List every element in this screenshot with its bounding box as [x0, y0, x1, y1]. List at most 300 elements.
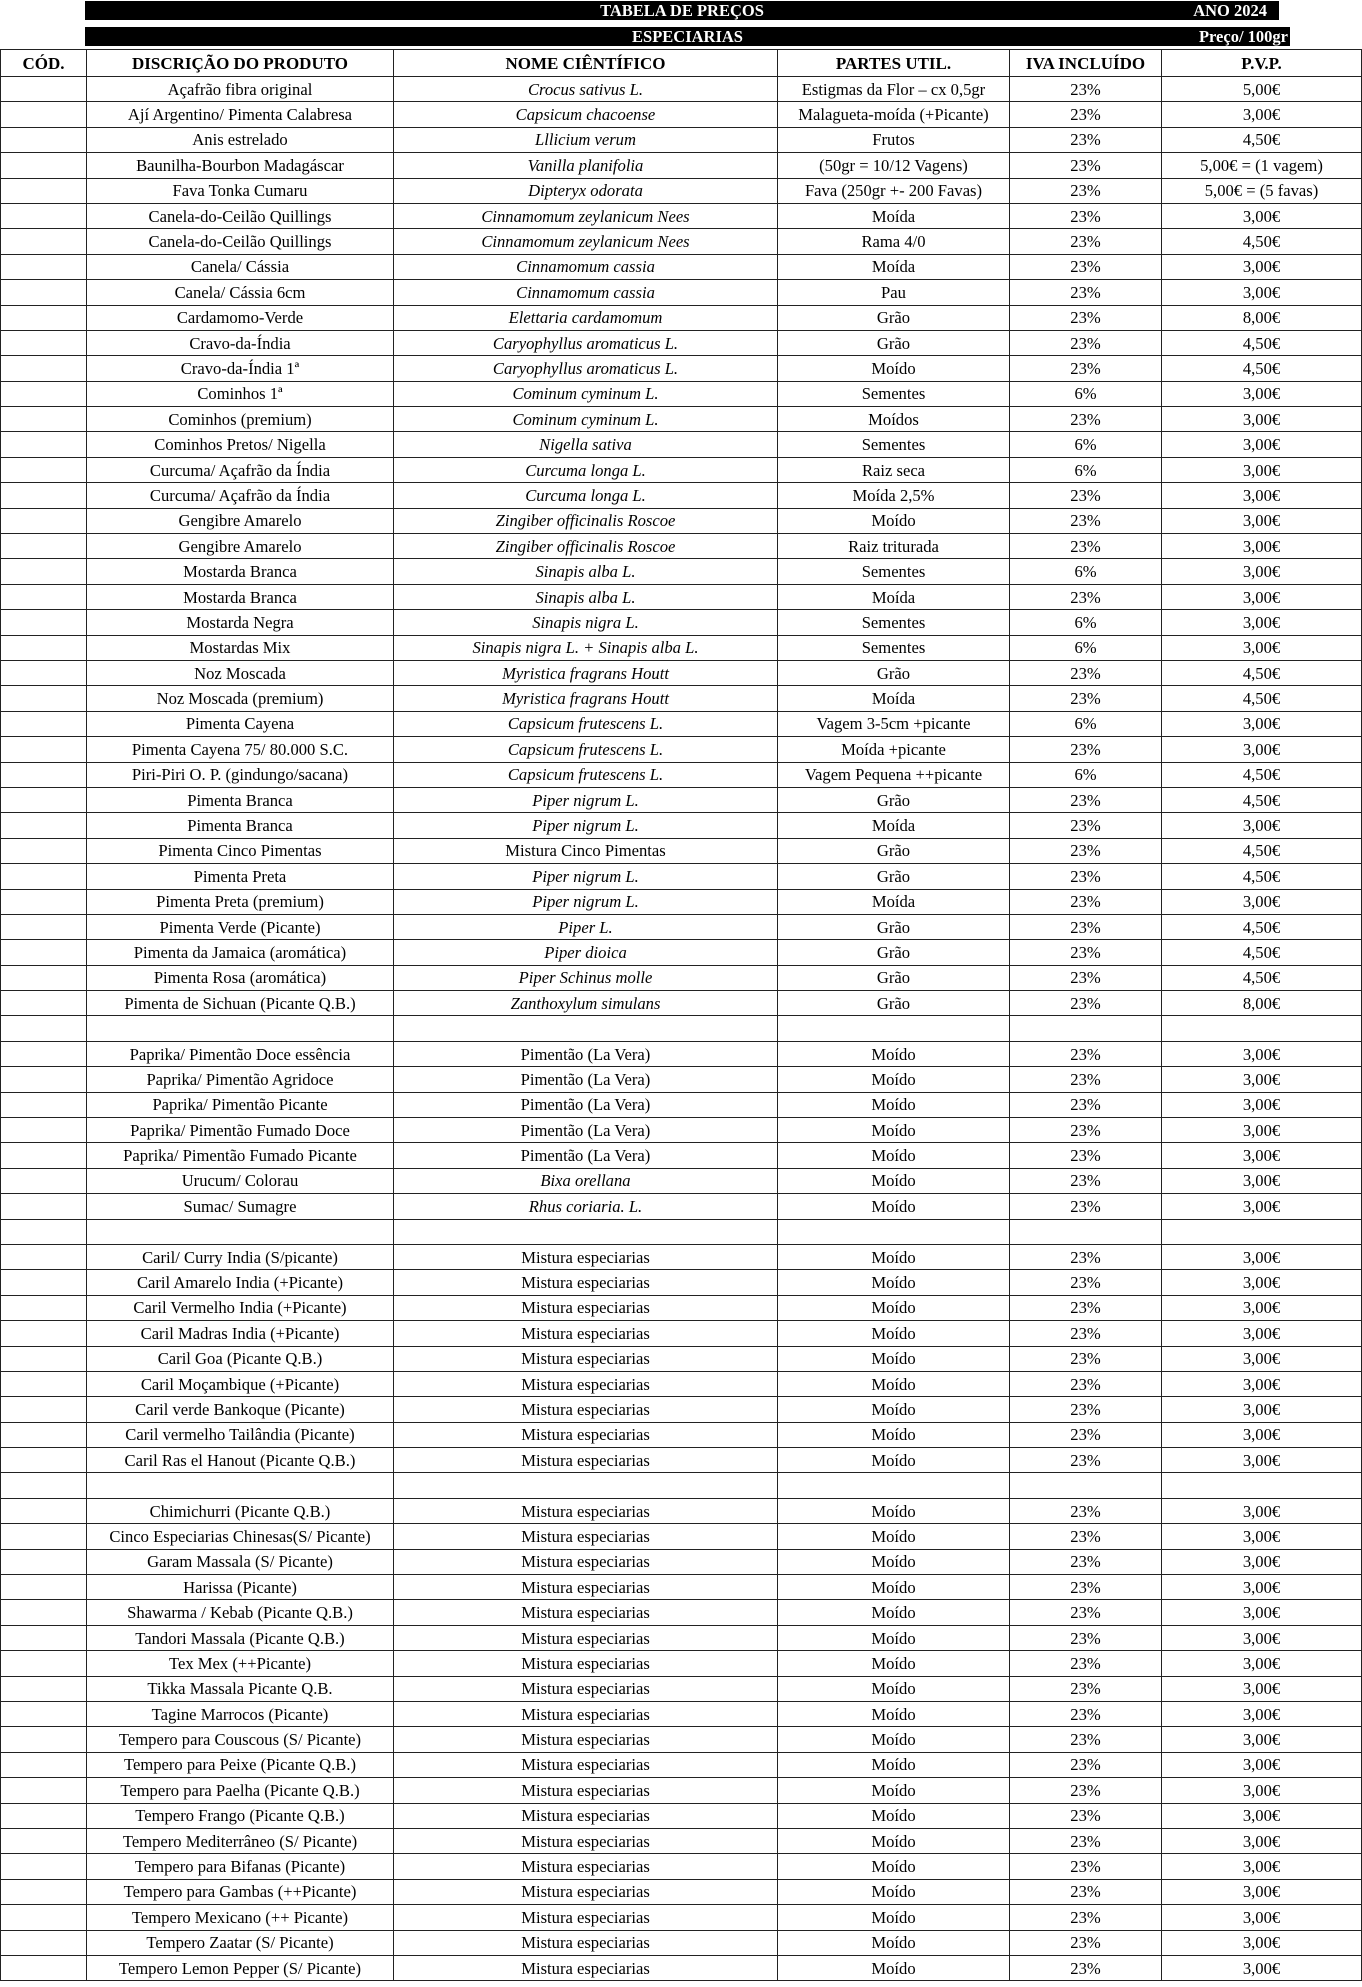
cell-code [1, 1778, 87, 1803]
cell-vat: 23% [1010, 1143, 1162, 1168]
cell-price: 3,00€ [1162, 1676, 1362, 1701]
cell-vat: 23% [1010, 178, 1162, 203]
cell-price: 4,50€ [1162, 762, 1362, 787]
cell-code [1, 1930, 87, 1955]
cell-parts: Moído [778, 1651, 1010, 1676]
cell-parts: Moído [778, 1625, 1010, 1650]
cell-code [1, 559, 87, 584]
cell-parts: Moído [778, 1422, 1010, 1447]
table-row [1, 178, 1362, 203]
cell-parts: Malagueta-moída (+Picante) [778, 102, 1010, 127]
cell-code [1, 1905, 87, 1930]
cell-description: Mostarda Branca [87, 559, 394, 584]
cell-code [1, 1854, 87, 1879]
cell-description: Caril Amarelo India (+Picante) [87, 1270, 394, 1295]
cell-description: Pimenta Cayena 75/ 80.000 S.C. [87, 737, 394, 762]
cell-parts: Moída +picante [778, 737, 1010, 762]
cell-vat: 6% [1010, 559, 1162, 584]
table-row [1, 737, 1362, 762]
cell-price: 3,00€ [1162, 1168, 1362, 1193]
cell-description: Tempero Lemon Pepper (S/ Picante) [87, 1955, 394, 1980]
cell-scientific-name: Lllicium verum [394, 127, 778, 152]
cell-vat: 23% [1010, 1905, 1162, 1930]
column-header-parts: PARTES UTIL. [778, 50, 1010, 77]
cell-parts: Moída [778, 889, 1010, 914]
cell-parts: Moído [778, 1143, 1010, 1168]
cell-price: 3,00€ [1162, 1244, 1362, 1269]
table-row [1, 559, 1362, 584]
cell-description: Pimenta Branca [87, 813, 394, 838]
cell-price: 3,00€ [1162, 635, 1362, 660]
cell-description: Anis estrelado [87, 127, 394, 152]
cell-description: Fava Tonka Cumaru [87, 178, 394, 203]
cell-code [1, 330, 87, 355]
cell-scientific-name: Mistura especiarias [394, 1625, 778, 1650]
cell-code [1, 1270, 87, 1295]
cell-vat: 23% [1010, 965, 1162, 990]
cell-description: Gengibre Amarelo [87, 534, 394, 559]
cell-code [1, 610, 87, 635]
cell-code [1, 1524, 87, 1549]
cell-parts: Moído [778, 1397, 1010, 1422]
table-row [1, 381, 1362, 406]
cell-price: 3,00€ [1162, 1498, 1362, 1523]
table-row [1, 203, 1362, 228]
cell-vat: 23% [1010, 660, 1162, 685]
cell-price: 3,00€ [1162, 1422, 1362, 1447]
cell-price: 3,00€ [1162, 457, 1362, 482]
cell-price: 3,00€ [1162, 1752, 1362, 1777]
table-row [1, 1727, 1362, 1752]
cell-parts: Vagem 3-5cm +picante [778, 711, 1010, 736]
cell-code [1, 686, 87, 711]
column-header-price: P.V.P. [1162, 50, 1362, 77]
table-body [1, 77, 1362, 1981]
cell-scientific-name: Mistura especiarias [394, 1422, 778, 1447]
cell-price: 4,50€ [1162, 356, 1362, 381]
cell-description: Cravo-da-Índia [87, 330, 394, 355]
cell-vat: 23% [1010, 254, 1162, 279]
cell-price: 3,00€ [1162, 381, 1362, 406]
cell-code [1, 305, 87, 330]
cell-vat: 23% [1010, 1575, 1162, 1600]
cell-code [1, 1448, 87, 1473]
cell-vat: 23% [1010, 813, 1162, 838]
cell-scientific-name: Piper nigrum L. [394, 813, 778, 838]
table-row [1, 483, 1362, 508]
cell-description: Tempero Mexicano (++ Picante) [87, 1905, 394, 1930]
table-row [1, 457, 1362, 482]
cell-vat: 23% [1010, 1448, 1162, 1473]
table-row [1, 1651, 1362, 1676]
cell-price: 3,00€ [1162, 102, 1362, 127]
cell-parts: Moído [778, 1244, 1010, 1269]
cell-vat: 23% [1010, 1168, 1162, 1193]
cell-code [1, 254, 87, 279]
table-row [1, 1600, 1362, 1625]
cell-description: Tagine Marrocos (Picante) [87, 1702, 394, 1727]
cell-scientific-name: Pimentão (La Vera) [394, 1143, 778, 1168]
table-row [1, 610, 1362, 635]
cell-price: 3,00€ [1162, 610, 1362, 635]
cell-price: 3,00€ [1162, 508, 1362, 533]
cell-code [1, 1676, 87, 1701]
cell-scientific-name [394, 1473, 778, 1498]
table-row [1, 940, 1362, 965]
table-row [1, 1778, 1362, 1803]
cell-code [1, 1600, 87, 1625]
cell-parts: Raiz triturada [778, 534, 1010, 559]
cell-parts: Moído [778, 1524, 1010, 1549]
table-row [1, 1625, 1362, 1650]
table-row [1, 660, 1362, 685]
cell-vat: 23% [1010, 203, 1162, 228]
cell-parts: Moído [778, 1295, 1010, 1320]
cell-vat: 23% [1010, 1270, 1162, 1295]
cell-price: 3,00€ [1162, 1067, 1362, 1092]
cell-parts: Moído [778, 1828, 1010, 1853]
cell-parts: Moído [778, 1600, 1010, 1625]
cell-parts: Moído [778, 1702, 1010, 1727]
cell-description: Tempero para Bifanas (Picante) [87, 1854, 394, 1879]
cell-scientific-name: Cinnamomum cassia [394, 280, 778, 305]
cell-code [1, 1067, 87, 1092]
cell-price: 3,00€ [1162, 813, 1362, 838]
cell-vat: 23% [1010, 305, 1162, 330]
cell-description: Cardamomo-Verde [87, 305, 394, 330]
table-row [1, 914, 1362, 939]
cell-price: 3,00€ [1162, 1702, 1362, 1727]
cell-vat: 23% [1010, 330, 1162, 355]
cell-vat: 23% [1010, 1397, 1162, 1422]
price-table [0, 49, 1362, 1981]
cell-parts: Moído [778, 1955, 1010, 1980]
cell-scientific-name: Capsicum frutescens L. [394, 762, 778, 787]
cell-code [1, 1575, 87, 1600]
cell-description: Pimenta Cayena [87, 711, 394, 736]
cell-description: Tempero Frango (Picante Q.B.) [87, 1803, 394, 1828]
cell-vat: 23% [1010, 889, 1162, 914]
table-row [1, 1955, 1362, 1980]
cell-code [1, 203, 87, 228]
cell-description: Cominhos (premium) [87, 407, 394, 432]
cell-description: Caril verde Bankoque (Picante) [87, 1397, 394, 1422]
cell-vat [1010, 1219, 1162, 1244]
cell-scientific-name: Pimentão (La Vera) [394, 1092, 778, 1117]
table-row [1, 254, 1362, 279]
table-row [1, 1041, 1362, 1066]
cell-description: Paprika/ Pimentão Agridoce [87, 1067, 394, 1092]
cell-description: Paprika/ Pimentão Fumado Doce [87, 1118, 394, 1143]
cell-description: Pimenta Cinco Pimentas [87, 838, 394, 863]
cell-parts: Moído [778, 1371, 1010, 1396]
cell-vat: 23% [1010, 1625, 1162, 1650]
table-row [1, 1473, 1362, 1498]
table-row [1, 889, 1362, 914]
cell-vat: 23% [1010, 102, 1162, 127]
cell-scientific-name: Mistura especiarias [394, 1854, 778, 1879]
cell-code [1, 1041, 87, 1066]
cell-description: Tikka Massala Picante Q.B. [87, 1676, 394, 1701]
column-header-vat: IVA INCLUÍDO [1010, 50, 1162, 77]
cell-description: Caril Goa (Picante Q.B.) [87, 1346, 394, 1371]
cell-code [1, 1143, 87, 1168]
cell-description: Pimenta Branca [87, 787, 394, 812]
cell-vat: 23% [1010, 534, 1162, 559]
cell-scientific-name: Crocus sativus L. [394, 77, 778, 102]
cell-code [1, 1473, 87, 1498]
cell-code [1, 991, 87, 1016]
cell-scientific-name: Mistura especiarias [394, 1930, 778, 1955]
table-row [1, 1295, 1362, 1320]
cell-parts: Moída 2,5% [778, 483, 1010, 508]
cell-vat: 23% [1010, 1422, 1162, 1447]
cell-description: Shawarma / Kebab (Picante Q.B.) [87, 1600, 394, 1625]
cell-code [1, 1118, 87, 1143]
cell-code [1, 1397, 87, 1422]
cell-price: 3,00€ [1162, 254, 1362, 279]
cell-description: Caril/ Curry India (S/picante) [87, 1244, 394, 1269]
cell-description: Ají Argentino/ Pimenta Calabresa [87, 102, 394, 127]
cell-price: 5,00€ = (5 favas) [1162, 178, 1362, 203]
cell-parts: Grão [778, 305, 1010, 330]
table-row [1, 1092, 1362, 1117]
cell-price: 4,50€ [1162, 686, 1362, 711]
cell-parts: (50gr = 10/12 Vagens) [778, 153, 1010, 178]
cell-code [1, 787, 87, 812]
cell-vat: 23% [1010, 1092, 1162, 1117]
cell-price: 4,50€ [1162, 330, 1362, 355]
cell-scientific-name: Mistura especiarias [394, 1244, 778, 1269]
cell-scientific-name: Mistura especiarias [394, 1549, 778, 1574]
cell-vat: 6% [1010, 762, 1162, 787]
cell-price: 3,00€ [1162, 889, 1362, 914]
table-row [1, 305, 1362, 330]
cell-price: 3,00€ [1162, 534, 1362, 559]
cell-price: 3,00€ [1162, 1346, 1362, 1371]
cell-scientific-name: Capsicum chacoense [394, 102, 778, 127]
cell-description: Tempero para Paelha (Picante Q.B.) [87, 1778, 394, 1803]
cell-price: 3,00€ [1162, 1270, 1362, 1295]
cell-price: 3,00€ [1162, 1625, 1362, 1650]
cell-scientific-name: Pimentão (La Vera) [394, 1118, 778, 1143]
cell-vat: 23% [1010, 1752, 1162, 1777]
cell-description: Canela/ Cássia 6cm [87, 280, 394, 305]
table-row [1, 1905, 1362, 1930]
cell-description [87, 1016, 394, 1041]
cell-description: Tandori Massala (Picante Q.B.) [87, 1625, 394, 1650]
table-row [1, 280, 1362, 305]
column-header-description: DISCRIÇÃO DO PRODUTO [87, 50, 394, 77]
cell-vat: 23% [1010, 686, 1162, 711]
cell-code [1, 635, 87, 660]
cell-price: 3,00€ [1162, 1879, 1362, 1904]
cell-price: 3,00€ [1162, 1118, 1362, 1143]
cell-price: 3,00€ [1162, 1955, 1362, 1980]
cell-description: Pimenta Preta (premium) [87, 889, 394, 914]
cell-parts: Moída [778, 254, 1010, 279]
cell-parts: Moído [778, 1321, 1010, 1346]
cell-code [1, 711, 87, 736]
cell-vat: 23% [1010, 77, 1162, 102]
cell-description: Pimenta de Sichuan (Picante Q.B.) [87, 991, 394, 1016]
cell-description: Cominhos Pretos/ Nigella [87, 432, 394, 457]
cell-code [1, 534, 87, 559]
cell-price: 4,50€ [1162, 965, 1362, 990]
header-row [1, 50, 1362, 77]
cell-code [1, 838, 87, 863]
cell-parts: Vagem Pequena ++picante [778, 762, 1010, 787]
cell-scientific-name: Capsicum frutescens L. [394, 711, 778, 736]
cell-scientific-name: Mistura especiarias [394, 1676, 778, 1701]
cell-code [1, 1092, 87, 1117]
cell-scientific-name: Mistura especiarias [394, 1346, 778, 1371]
table-row [1, 330, 1362, 355]
cell-code [1, 77, 87, 102]
cell-price: 3,00€ [1162, 1143, 1362, 1168]
cell-price: 4,50€ [1162, 940, 1362, 965]
cell-description: Baunilha-Bourbon Madagáscar [87, 153, 394, 178]
cell-parts: Grão [778, 660, 1010, 685]
cell-scientific-name: Sinapis alba L. [394, 584, 778, 609]
table-row [1, 584, 1362, 609]
table-row [1, 1270, 1362, 1295]
cell-scientific-name: Mistura especiarias [394, 1803, 778, 1828]
cell-vat: 23% [1010, 1295, 1162, 1320]
cell-vat: 23% [1010, 1067, 1162, 1092]
cell-scientific-name: Bixa orellana [394, 1168, 778, 1193]
cell-description: Açafrão fibra original [87, 77, 394, 102]
cell-vat: 23% [1010, 940, 1162, 965]
cell-scientific-name: Mistura Cinco Pimentas [394, 838, 778, 863]
cell-scientific-name: Piper nigrum L. [394, 787, 778, 812]
table-row [1, 1168, 1362, 1193]
cell-description: Pimenta Preta [87, 864, 394, 889]
cell-description: Pimenta Verde (Picante) [87, 914, 394, 939]
cell-price: 3,00€ [1162, 280, 1362, 305]
cell-description: Mostardas Mix [87, 635, 394, 660]
table-row [1, 1524, 1362, 1549]
cell-parts: Moído [778, 1778, 1010, 1803]
cell-price: 3,00€ [1162, 1828, 1362, 1853]
cell-price: 4,50€ [1162, 914, 1362, 939]
cell-vat: 23% [1010, 356, 1162, 381]
cell-parts: Fava (250gr +- 200 Favas) [778, 178, 1010, 203]
cell-scientific-name: Pimentão (La Vera) [394, 1041, 778, 1066]
cell-vat: 23% [1010, 1702, 1162, 1727]
cell-parts: Moído [778, 1270, 1010, 1295]
cell-vat: 23% [1010, 1244, 1162, 1269]
cell-description: Chimichurri (Picante Q.B.) [87, 1498, 394, 1523]
cell-parts: Moído [778, 1194, 1010, 1219]
cell-parts: Raiz seca [778, 457, 1010, 482]
cell-vat: 23% [1010, 1041, 1162, 1066]
cell-parts: Moído [778, 1498, 1010, 1523]
cell-scientific-name: Mistura especiarias [394, 1397, 778, 1422]
cell-vat: 23% [1010, 407, 1162, 432]
cell-price: 4,50€ [1162, 838, 1362, 863]
cell-vat: 23% [1010, 1828, 1162, 1853]
cell-description: Mostarda Branca [87, 584, 394, 609]
cell-price: 5,00€ [1162, 77, 1362, 102]
cell-vat: 23% [1010, 280, 1162, 305]
cell-parts: Moído [778, 1549, 1010, 1574]
table-row [1, 1828, 1362, 1853]
cell-description: Pimenta da Jamaica (aromática) [87, 940, 394, 965]
cell-vat: 23% [1010, 1549, 1162, 1574]
cell-vat: 23% [1010, 1600, 1162, 1625]
cell-code [1, 1879, 87, 1904]
table-row [1, 77, 1362, 102]
cell-scientific-name: Curcuma longa L. [394, 457, 778, 482]
cell-scientific-name: Mistura especiarias [394, 1371, 778, 1396]
table-row [1, 1244, 1362, 1269]
cell-code [1, 889, 87, 914]
cell-code [1, 102, 87, 127]
cell-price: 3,00€ [1162, 711, 1362, 736]
cell-parts: Moído [778, 356, 1010, 381]
cell-price: 4,50€ [1162, 787, 1362, 812]
cell-scientific-name: Piper Schinus molle [394, 965, 778, 990]
cell-code [1, 1651, 87, 1676]
cell-parts: Sementes [778, 635, 1010, 660]
cell-description: Caril Madras India (+Picante) [87, 1321, 394, 1346]
cell-scientific-name: Mistura especiarias [394, 1575, 778, 1600]
cell-parts: Moído [778, 1727, 1010, 1752]
sheet-title: TABELA DE PREÇOS [600, 1, 764, 20]
cell-price: 3,00€ [1162, 1575, 1362, 1600]
cell-scientific-name: Mistura especiarias [394, 1651, 778, 1676]
cell-parts: Frutos [778, 127, 1010, 152]
cell-price: 3,00€ [1162, 1803, 1362, 1828]
cell-parts: Moído [778, 1854, 1010, 1879]
cell-price: 3,00€ [1162, 407, 1362, 432]
cell-parts: Moída [778, 813, 1010, 838]
cell-code [1, 1194, 87, 1219]
cell-scientific-name: Piper nigrum L. [394, 864, 778, 889]
cell-code [1, 1346, 87, 1371]
table-row [1, 432, 1362, 457]
cell-parts: Sementes [778, 432, 1010, 457]
cell-price: 3,00€ [1162, 1651, 1362, 1676]
cell-price [1162, 1473, 1362, 1498]
cell-scientific-name: Piper nigrum L. [394, 889, 778, 914]
category-title: ESPECIARIAS [632, 27, 743, 46]
cell-scientific-name: Piper L. [394, 914, 778, 939]
cell-description: Harissa (Picante) [87, 1575, 394, 1600]
cell-scientific-name: Mistura especiarias [394, 1498, 778, 1523]
cell-vat: 23% [1010, 1854, 1162, 1879]
cell-scientific-name: Myristica fragrans Houtt [394, 660, 778, 685]
cell-scientific-name: Mistura especiarias [394, 1524, 778, 1549]
cell-parts: Moído [778, 1448, 1010, 1473]
cell-parts: Moído [778, 1803, 1010, 1828]
table-row [1, 965, 1362, 990]
cell-vat: 23% [1010, 508, 1162, 533]
table-row [1, 991, 1362, 1016]
cell-parts: Moído [778, 1879, 1010, 1904]
cell-description: Caril vermelho Tailândia (Picante) [87, 1422, 394, 1447]
cell-scientific-name: Mistura especiarias [394, 1448, 778, 1473]
cell-vat: 6% [1010, 381, 1162, 406]
cell-vat: 23% [1010, 483, 1162, 508]
cell-parts: Moído [778, 1041, 1010, 1066]
table-row [1, 102, 1362, 127]
cell-scientific-name: Mistura especiarias [394, 1727, 778, 1752]
cell-description: Paprika/ Pimentão Picante [87, 1092, 394, 1117]
cell-price: 3,00€ [1162, 1905, 1362, 1930]
cell-description: Urucum/ Colorau [87, 1168, 394, 1193]
